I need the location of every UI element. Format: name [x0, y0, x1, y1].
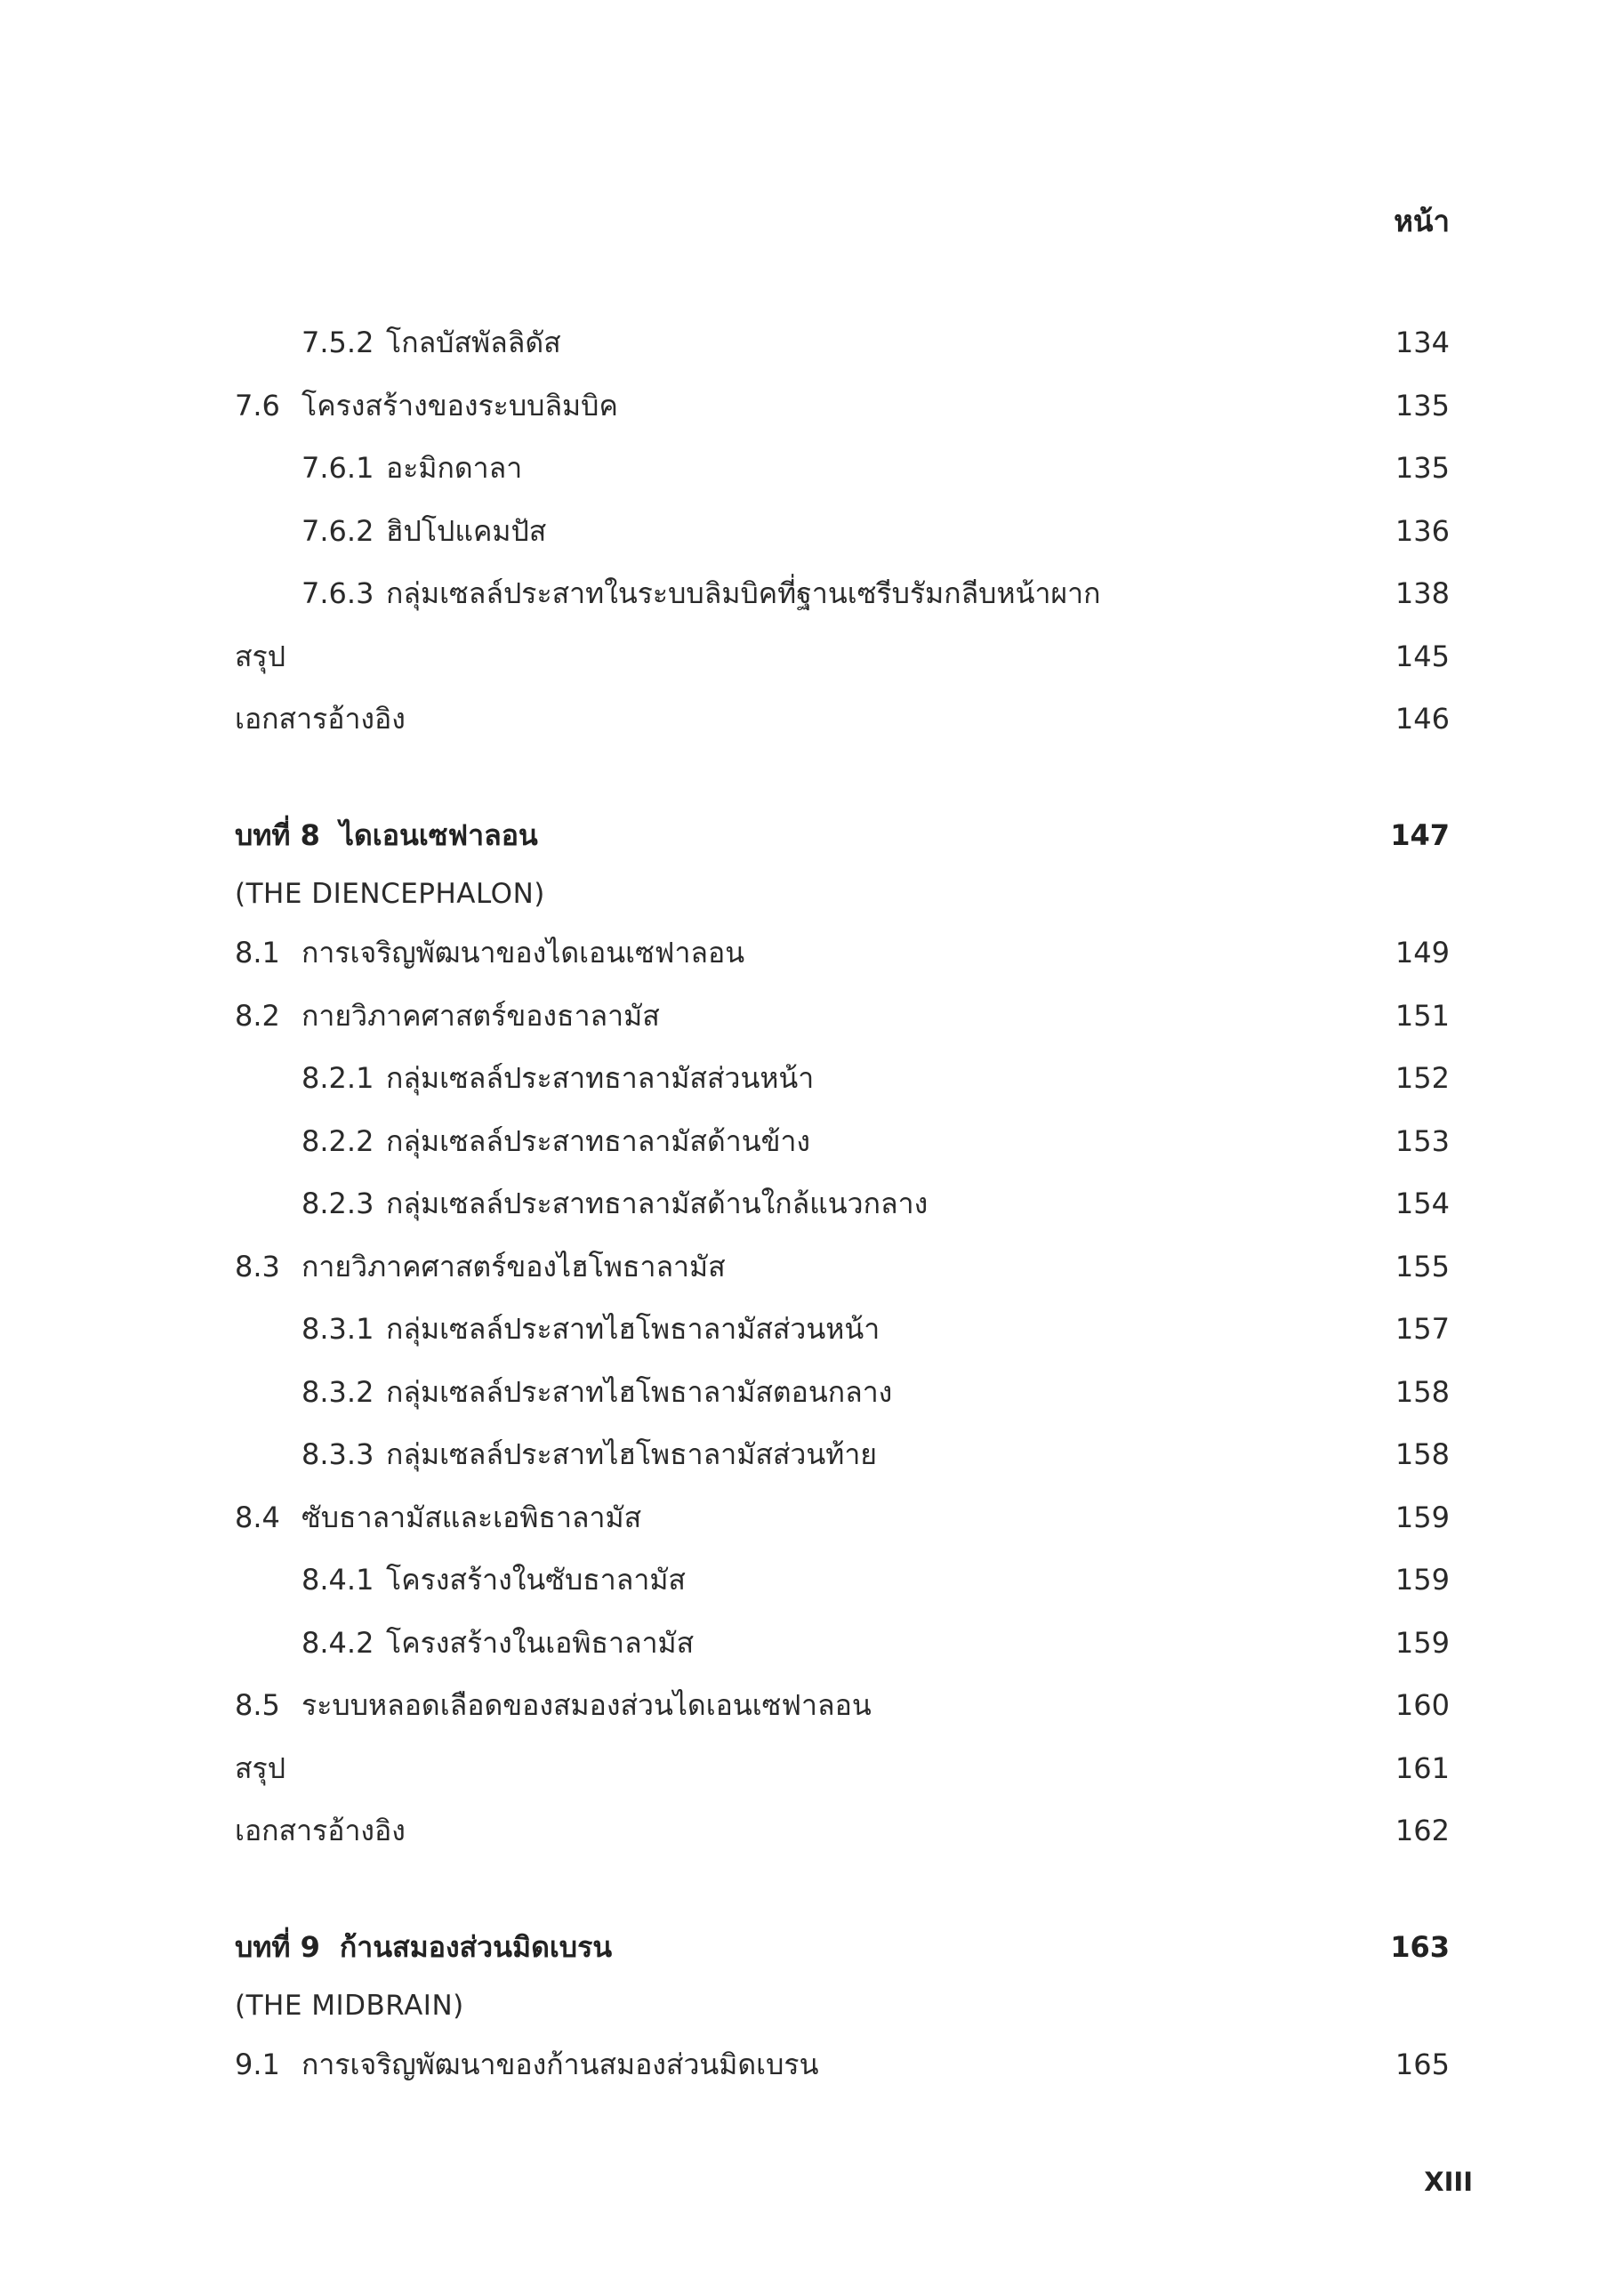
toc-entry-page: 158	[1395, 1374, 1450, 1409]
toc-entry-page: 165	[1395, 2048, 1450, 2082]
toc-entry[interactable]	[235, 1298, 1450, 1361]
toc-entry[interactable]	[235, 985, 1450, 1048]
toc-entry-number: 8.3.1	[301, 1312, 374, 1347]
toc-entry-number: 8.5	[235, 1688, 280, 1723]
toc-entry[interactable]	[235, 1549, 1450, 1612]
toc-entry-references[interactable]	[235, 688, 1450, 751]
toc-entry-page: 138	[1395, 576, 1450, 611]
toc-entry-page: 157	[1395, 1312, 1450, 1347]
chapter-label: บทที่ 9	[235, 1929, 320, 1964]
chapter-page: 163	[1390, 1929, 1450, 1964]
toc-entry-title: โครงสร้างของระบบลิมบิค	[301, 388, 618, 422]
toc-entry-page: 149	[1395, 936, 1450, 970]
toc-entry-number: 8.3	[235, 1249, 280, 1283]
toc-entry-number: 8.2.1	[301, 1061, 374, 1096]
toc-chapter-9	[235, 1916, 1450, 2096]
toc-entry-number: 7.6.1	[301, 451, 374, 486]
toc-entry-page: 159	[1395, 1625, 1450, 1660]
toc-entry-number: 8.4	[235, 1500, 280, 1534]
toc-entry-page: 135	[1395, 388, 1450, 422]
chapter-subtitle: (THE MIDBRAIN)	[235, 1989, 464, 2022]
chapter-label: บทที่ 8	[235, 817, 320, 852]
toc-entry[interactable]	[235, 500, 1450, 563]
table-of-contents	[235, 311, 1450, 2096]
toc-entry-page: 159	[1395, 1500, 1450, 1534]
toc-entry-number: 8.2.2	[301, 1123, 374, 1158]
toc-entry-number: 8.3.2	[301, 1374, 374, 1409]
toc-entry-page: 145	[1395, 639, 1450, 673]
toc-entry-title: ระบบหลอดเลือดของสมองส่วนไดเอนเซฟาลอน	[301, 1688, 872, 1723]
toc-entry-title: อะมิกดาลา	[386, 451, 523, 486]
toc-chapter-8	[235, 804, 1450, 1863]
toc-entry-title: โครงสร้างในซับธาลามัส	[386, 1563, 686, 1597]
toc-entry-page: 159	[1395, 1563, 1450, 1597]
toc-entry-page: 151	[1395, 998, 1450, 1033]
toc-entry-summary[interactable]	[235, 625, 1450, 688]
toc-entry-title: เอกสารอ้างอิง	[235, 1814, 406, 1848]
toc-entry-title: การเจริญพัฒนาของไดเอนเซฟาลอน	[301, 936, 745, 970]
toc-entry-page: 136	[1395, 513, 1450, 548]
toc-entry-title: กลุ่มเซลล์ประสาทในระบบลิมบิคที่ฐานเซรีบรัมกลีบหน้าผาก	[386, 576, 1101, 611]
toc-entry[interactable]	[235, 1110, 1450, 1173]
toc-entry-number: 8.4.2	[301, 1625, 374, 1660]
toc-entry-title: เอกสารอ้างอิง	[235, 702, 406, 736]
toc-entry-page: 135	[1395, 451, 1450, 486]
toc-entry-title: โครงสร้างในเอพิธาลามัส	[386, 1625, 695, 1660]
chapter-title: ไดเอนเซฟาลอน	[339, 817, 538, 852]
toc-entry-title: กลุ่มเซลล์ประสาทไฮโพธาลามัสส่วนหน้า	[386, 1312, 880, 1347]
toc-entry-number: 8.1	[235, 936, 280, 970]
toc-entry[interactable]	[235, 1047, 1450, 1110]
toc-entry-page: 146	[1395, 702, 1450, 736]
toc-entry-title: ซับธาลามัสและเอพิธาลามัส	[301, 1500, 642, 1534]
toc-entry-page: 154	[1395, 1187, 1450, 1221]
toc-entry-number: 7.6	[235, 388, 280, 422]
toc-entry[interactable]	[235, 1235, 1450, 1299]
page-column-header: หน้า	[1394, 204, 1450, 238]
toc-entry-number: 8.4.1	[301, 1563, 374, 1597]
toc-group-chapter-7-tail	[235, 311, 1450, 751]
toc-entry-references[interactable]	[235, 1799, 1450, 1863]
toc-entry-number: 8.3.3	[301, 1437, 374, 1472]
toc-entry-title: กลุ่มเซลล์ประสาทธาลามัสด้านข้าง	[386, 1123, 811, 1158]
toc-entry-title: ฮิปโปแคมปัส	[386, 513, 547, 548]
toc-entry-number: 8.2	[235, 998, 280, 1033]
toc-entry-page: 134	[1395, 326, 1450, 360]
toc-entry-page: 162	[1395, 1814, 1450, 1848]
toc-entry-title: กายวิภาคศาสตร์ของไฮโพธาลามัส	[301, 1249, 726, 1283]
toc-entry-page: 152	[1395, 1061, 1450, 1096]
toc-entry-title: โกลบัสพัลลิดัส	[386, 326, 561, 360]
toc-entry[interactable]	[235, 311, 1450, 374]
toc-entry[interactable]	[235, 2033, 1450, 2096]
toc-entry[interactable]	[235, 1361, 1450, 1424]
toc-entry-page: 158	[1395, 1437, 1450, 1472]
toc-entry-page: 161	[1395, 1750, 1450, 1785]
toc-entry-summary[interactable]	[235, 1737, 1450, 1800]
toc-entry-number: 9.1	[235, 2048, 280, 2082]
chapter-heading[interactable]	[235, 1916, 1450, 1979]
toc-entry-title: กายวิภาคศาสตร์ของธาลามัส	[301, 998, 660, 1033]
toc-entry[interactable]	[235, 562, 1450, 625]
footer-page-number: XIII	[1424, 2167, 1473, 2197]
chapter-title: ก้านสมองส่วนมิดเบรน	[339, 1929, 613, 1964]
toc-entry-page: 155	[1395, 1249, 1450, 1283]
toc-entry[interactable]	[235, 374, 1450, 438]
toc-entry[interactable]	[235, 437, 1450, 500]
toc-entry-title: กลุ่มเซลล์ประสาทไฮโพธาลามัสส่วนท้าย	[386, 1437, 878, 1472]
toc-entry-number: 7.5.2	[301, 326, 374, 360]
chapter-subtitle: (THE DIENCEPHALON)	[235, 877, 545, 910]
toc-entry-title: กลุ่มเซลล์ประสาทธาลามัสด้านใกล้แนวกลาง	[386, 1187, 929, 1221]
toc-entry-title: กลุ่มเซลล์ประสาทไฮโพธาลามัสตอนกลาง	[386, 1374, 893, 1409]
toc-entry-page: 153	[1395, 1123, 1450, 1158]
toc-entry-number: 7.6.3	[301, 576, 374, 611]
toc-entry[interactable]	[235, 1612, 1450, 1675]
toc-entry-page: 160	[1395, 1688, 1450, 1723]
toc-entry-title: สรุป	[235, 639, 286, 673]
toc-entry[interactable]	[235, 1486, 1450, 1549]
toc-entry[interactable]	[235, 1674, 1450, 1737]
chapter-heading[interactable]	[235, 804, 1450, 867]
toc-entry[interactable]	[235, 921, 1450, 985]
toc-entry-number: 8.2.3	[301, 1187, 374, 1221]
toc-entry-title: สรุป	[235, 1750, 286, 1785]
toc-entry[interactable]	[235, 1423, 1450, 1486]
toc-entry-title: การเจริญพัฒนาของก้านสมองส่วนมิดเบรน	[301, 2048, 819, 2082]
toc-entry-title: กลุ่มเซลล์ประสาทธาลามัสส่วนหน้า	[386, 1061, 815, 1096]
toc-entry-number: 7.6.2	[301, 513, 374, 548]
chapter-page: 147	[1390, 817, 1450, 852]
toc-entry[interactable]	[235, 1172, 1450, 1235]
